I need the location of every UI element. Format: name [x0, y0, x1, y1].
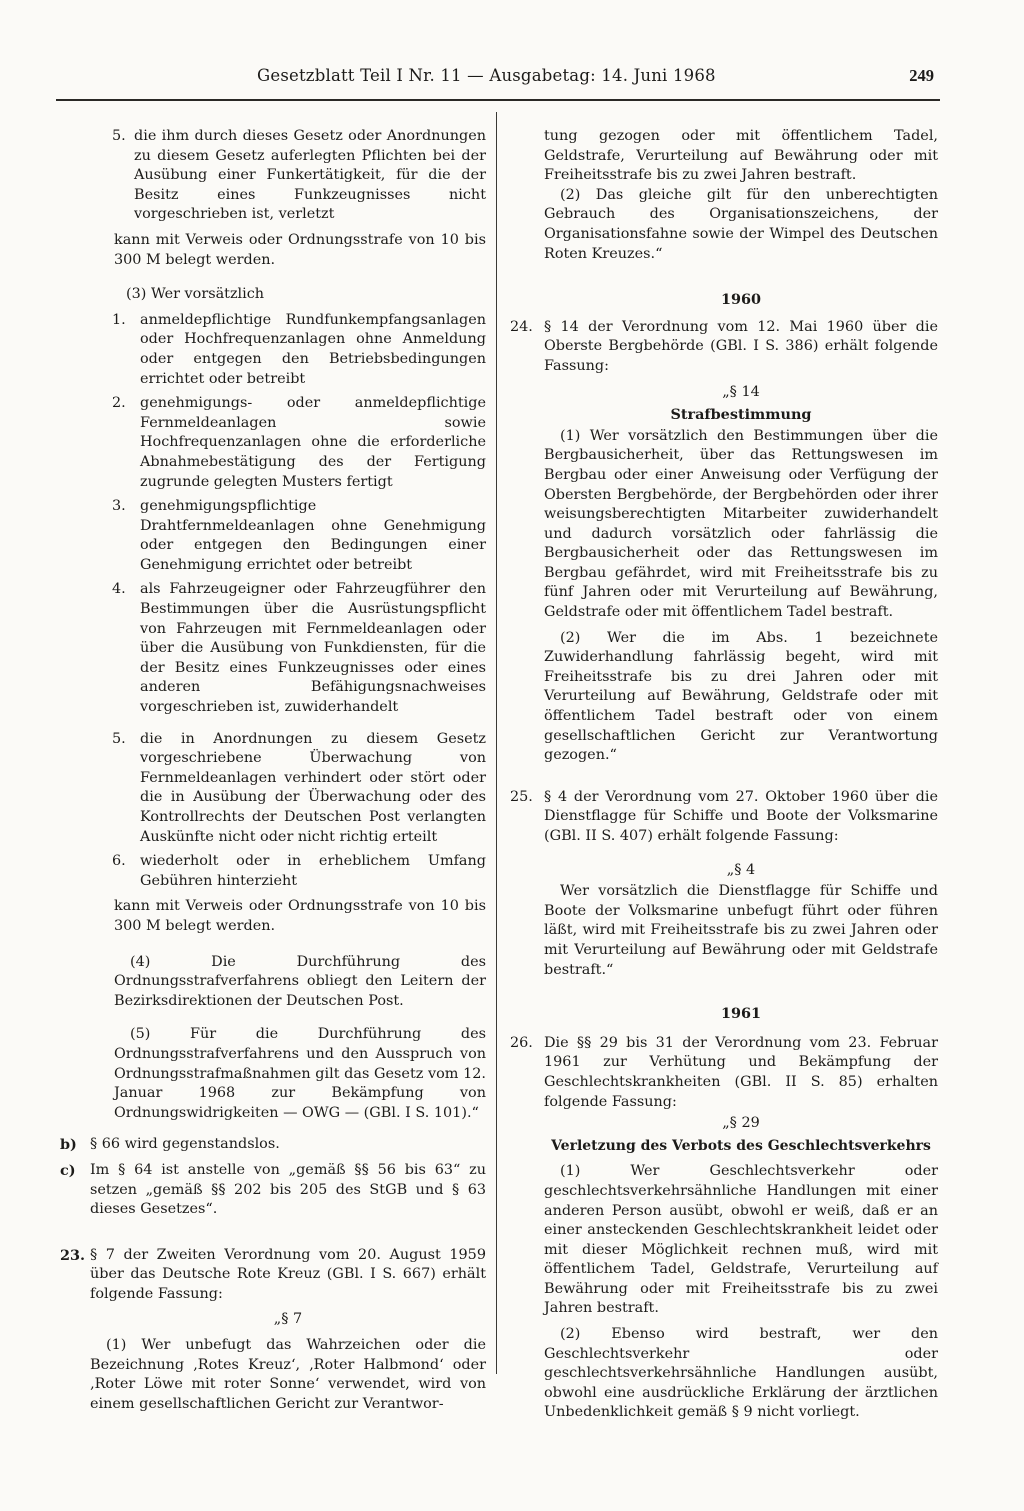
list-item	[510, 1034, 938, 1112]
item-number: 6.	[112, 853, 126, 870]
item-number: 24.	[510, 318, 533, 335]
header-title: Gesetzblatt Teil I Nr. 11 — Ausgabetag: 14. Juni 1968	[257, 66, 716, 85]
item-number: b)	[60, 1136, 77, 1154]
section-title: Verletzung des Verbots des Geschlechtsverkehrs	[551, 1137, 931, 1154]
item-text: § 14 der Verordnung vom 12. Mai 1960 über die Oberste Bergbehörde (GBl. I S. 386) erhält folgende Fassung:	[544, 318, 938, 374]
item-text: § 66 wird gegenstandslos.	[90, 1136, 280, 1153]
list-item	[60, 1161, 486, 1220]
paragraph-4: (4) Die Durchführung des Ordnungsstrafverfahrens obliegt den Leitern der Bezirksdirektionen der Deutschen Post.	[114, 953, 486, 1009]
list-item	[60, 852, 486, 891]
list-item	[60, 1246, 486, 1305]
offense-list	[60, 311, 486, 892]
section-paragraph: (2) Ebenso wird bestraft, wer den Geschlechtsverkehr oder geschlechtsverkehrsähnliche Handlungen ausübt, obwohl eine ausdrückliche Erklärung der ärztlichen Unbedenklichkeit gemäß § 9 nicht vorliegt.	[544, 1326, 938, 1421]
section-paragraph: (1) Wer vorsätzlich den Bestimmungen über die Bergbausicherheit, über das Rettungswesen im Bergbau oder einer Anweisung oder Verfügung der Obersten Bergbehörde, der Bergbehörden oder ihrer weisungsberechtigten Mitarbeiter zuwiderhandelt und dadurch vorsätzlich oder fahrlässig die Bergbausicherheit oder das Rettungswesen im Bergbau gefährdet, wird mit Freiheitsstrafe bis zu fünf Jahren oder mit Verurteilung auf Bewährung, Geldstrafe oder mit öffentlichem Tadel bestraft.	[544, 427, 938, 621]
list-item	[60, 311, 486, 389]
item-text: die in Anordnungen zu diesem Gesetz vorgeschriebene Überwachung von Fernmeldeanlagen verhindert oder stört oder die in Ausübung der Überwachung oder des Kontrollrechts der Deutschen Post verlangten Auskünfte nicht oder nicht richtig erteilt	[140, 730, 486, 845]
section-title: Strafbestimmung	[670, 406, 812, 424]
item-number: 3.	[112, 498, 126, 515]
paragraph-5: (5) Für die Durchführung des Ordnungsstrafverfahrens und den Ausspruch von Ordnungsstrafmaßnahmen gilt das Gesetz vom 12. Januar 1968 zur Bekämpfung von Ordnungswidrigkeiten — OWG — (GBl. I S. 101).“	[114, 1026, 486, 1121]
section-paragraph: (1) Wer Geschlechtsverkehr oder geschlechtsverkehrsähnliche Handlungen mit einer anderen Person ausübt, obwohl er weiß, daß er an einer ansteckenden Geschlechtskrankheit leidet oder mit dieser Möglichkeit rechnen muß, wird mit öffentlichem Tadel, Geldstrafe, Verurteilung auf Bewährung oder mit Freiheitsstrafe bis zu zwei Jahren bestraft.	[544, 1163, 938, 1317]
item-number: 2.	[112, 395, 126, 412]
list-item	[60, 1135, 486, 1155]
penalty-text: kann mit Verweis oder Ordnungsstrafe von 10 bis 300 M belegt werden.	[114, 898, 486, 934]
section-paragraph: (1) Wer unbefugt das Wahrzeichen oder die Bezeichnung ‚Rotes Kreuz‘, ‚Roter Halbmond‘ oder ‚Roter Löwe mit roter Sonne‘ verwendet, wird von einem gesellschaftlichen Gericht zur Verantwor-	[90, 1337, 486, 1412]
item-number: c)	[60, 1161, 76, 1179]
section-heading: „§ 4	[726, 861, 756, 878]
penalty-text: kann mit Verweis oder Ordnungsstrafe von 10 bis 300 M belegt werden.	[114, 231, 486, 268]
section-paragraph: (2) Das gleiche gilt für den unberechtigten Gebrauch des Organisationszeichens, der Organisationsfahne sowie der Wimpel des Deutschen Roten Kreuzes.“	[544, 186, 938, 262]
item-number: 25.	[510, 788, 533, 805]
item-text: § 4 der Verordnung vom 27. Oktober 1960 über die Dienstflagge für Schiffe und Boote der Volksmarine (GBl. II S. 407) erhält folgende Fassung:	[544, 788, 938, 844]
page-number: 249	[909, 66, 934, 85]
item-text: § 7 der Zweiten Verordnung vom 20. August 1959 über das Deutsche Rote Kreuz (GBl. I S. 667) erhält folgende Fassung:	[90, 1246, 486, 1302]
item-number: 1.	[112, 311, 126, 328]
header-rule	[56, 99, 940, 101]
item-text: Im § 64 ist anstelle von „gemäß §§ 56 bis 63“ zu setzen „gemäß §§ 202 bis 205 des StGB und § 63 dieses Gesetzes“.	[90, 1161, 486, 1218]
list-item	[60, 394, 486, 492]
year-heading: 1960	[720, 291, 762, 309]
section-heading: „§ 7	[273, 1311, 303, 1328]
item-number: 23.	[60, 1246, 86, 1264]
continued-text: tung gezogen oder mit öffentlichem Tadel, Geldstrafe, Verurteilung auf Bewährung oder mit Freiheitsstrafe bis zu zwei Jahren bestraft.	[544, 128, 938, 184]
list-item	[60, 127, 486, 225]
section-heading: „§ 29	[722, 1115, 760, 1132]
page-header	[56, 64, 934, 88]
section-heading: „§ 14	[722, 383, 760, 400]
list-item	[60, 497, 486, 575]
item-text: genehmigungs- oder anmeldepflichtige Fernmeldeanlagen sowie Hochfrequenzanlagen ohne die erforderliche Abnahmebestätigung des der Fertigung zugrunde gelegten Musters fertigt	[140, 395, 486, 490]
section-paragraph: (2) Wer die im Abs. 1 bezeichnete Zuwiderhandlung fahrlässig begeht, wird mit Freiheitsstrafe bis zu drei Jahren oder mit Verurteilung auf Bewährung, Geldstrafe oder mit öffentlichem Tadel bestraft oder von einem gesellschaftlichen Gericht zur Verantwortung gezogen.“	[544, 629, 938, 764]
right-column	[510, 127, 938, 1423]
item-text: Die §§ 29 bis 31 der Verordnung vom 23. Februar 1961 zur Verhütung und Bekämpfung der Geschlechtskrankheiten (GBl. II S. 85) erhalten folgende Fassung:	[544, 1034, 938, 1110]
item-text: als Fahrzeugeigner oder Fahrzeugführer den Bestimmungen über die Ausrüstungspflicht von Fahrzeugen mit Fernmeldeanlagen oder über die Ausübung von Funkdiensten, für die der Besitz eines Funkzeugnisses oder eines anderen Befähigungsnachweises vorgeschrieben ist, zuwiderhandelt	[140, 581, 486, 716]
item-text: die ihm durch dieses Gesetz oder Anordnungen zu diesem Gesetz auferlegten Pflichten bei der Ausübung einer Funkertätigkeit, für die der Besitz eines Funkzeugnisses nicht vorgeschrieben ist, verletzt	[134, 128, 486, 223]
item-number: 4.	[112, 581, 126, 598]
list-item	[510, 318, 938, 377]
list-item	[60, 730, 486, 848]
item-text: genehmigungspflichtige Drahtfernmeldeanlagen ohne Genehmigung oder entgegen den Bedingungen einer Genehmigung errichtet oder betreibt	[140, 498, 486, 573]
column-divider	[496, 112, 497, 1374]
item-number: 26.	[510, 1034, 533, 1051]
list-item	[510, 788, 938, 847]
item-number: 5.	[112, 730, 126, 747]
left-column	[60, 127, 486, 1414]
list-item	[60, 580, 486, 717]
year-heading: 1961	[720, 1005, 762, 1023]
section-paragraph: Wer vorsätzlich die Dienstflagge für Schiffe und Boote der Volksmarine unbefugt führt oder führen läßt, wird mit Freiheitsstrafe bis zu zwei Jahren oder mit Verurteilung auf Bewährung oder mit Geldstrafe bestraft.“	[544, 883, 938, 978]
item-number: 5.	[112, 128, 126, 144]
item-text: anmeldepflichtige Rundfunkempfangsanlagen oder Hochfrequenzanlagen ohne Anmeldung oder entgegen den Betriebsbedingungen errichtet oder betreibt	[140, 311, 486, 387]
item-text: wiederholt oder in erheblichem Umfang Gebühren hinterzieht	[140, 853, 486, 889]
paragraph-3: (3) Wer vorsätzlich	[126, 286, 265, 303]
